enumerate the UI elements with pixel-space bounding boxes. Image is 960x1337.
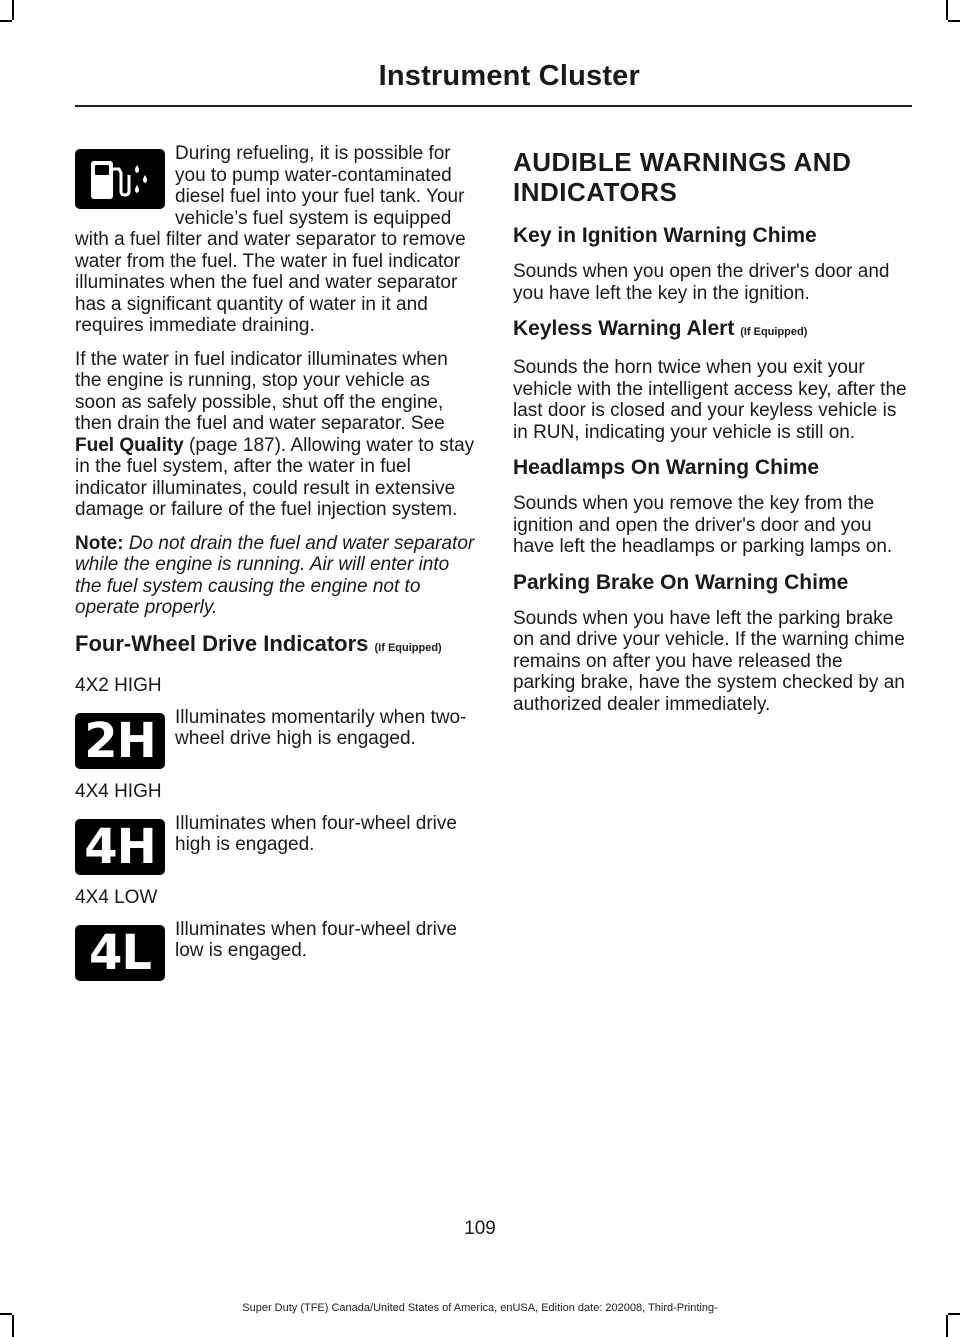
keyless-warning-heading: Keyless Warning Alert (If Equipped)	[513, 317, 808, 340]
crop-mark	[948, 20, 960, 22]
crop-mark	[12, 0, 14, 20]
water-in-fuel-paragraph: During refueling, it is possible for you to pump water-contaminated diesel fuel into your fuel tank. Your vehicle’s fuel system is equipped with a fuel filter and water separator to remove water from the fuel. The water in fuel indicator illuminates when the fuel and water separator has a significant quantity of water in it and requires immediate draining.	[75, 143, 466, 336]
note-paragraph: Note: Do not drain the fuel and water separator while the engine is running. Air will enter into the fuel system causing the engine not to operate properly.	[75, 532, 475, 618]
page-title: Instrument Cluster	[378, 60, 640, 92]
indicator-label-4x2-high: 4X2 HIGH	[75, 674, 162, 696]
water-in-fuel-action-paragraph: If the water in fuel indicator illuminates when the engine is running, stop your vehicle as soon as safely possible, shut off the engine, then drain the fuel and water separator. See Fuel Quality (page 187). Allowing water to stay in the fuel system, after the water in fuel indicator illuminates, could result in extensive damage or failure of the fuel injection system.	[75, 348, 475, 520]
four-wheel-drive-heading: Four-Wheel Drive Indicators (If Equipped)	[75, 630, 442, 656]
headlamps-on-text: Sounds when you remove the key from the ignition and open the driver's door and you have left the headlamps or parking lamps on.	[513, 493, 893, 557]
key-in-ignition-text: Sounds when you open the driver's door and you have left the key in the ignition.	[513, 261, 890, 304]
key-in-ignition-heading: Key in Ignition Warning Chime	[513, 224, 817, 247]
crop-mark	[0, 20, 12, 22]
fuel-water-icon	[75, 149, 165, 209]
left-column	[75, 143, 475, 993]
keyless-warning-text: Sounds the horn twice when you exit your vehicle with the intelligent access key, after the last door is closed and your keyless vehicle is in RUN, indicating your vehicle is still on.	[513, 357, 907, 443]
indicator-row	[75, 919, 475, 981]
headlamps-on-heading: Headlamps On Warning Chime	[513, 456, 820, 479]
indicator-row	[75, 813, 475, 875]
parking-brake-text: Sounds when you have left the parking brake on and drive your vehicle. If the warning chime remains on after you have released the parking brake, have the system checked by an authorized dealer immediately.	[513, 607, 905, 715]
indicator-description: Illuminates when four-wheel drive low is engaged.	[175, 918, 457, 961]
indicator-description: Illuminates momentarily when two-wheel drive high is engaged.	[175, 706, 467, 749]
4h-indicator-icon: 4H	[75, 819, 165, 875]
indicator-label-4x4-high: 4X4 HIGH	[75, 780, 162, 802]
crop-mark	[946, 1315, 948, 1337]
section-title: AUDIBLE WARNINGS AND INDICATORS	[513, 147, 852, 207]
2h-indicator-icon: 2H	[75, 713, 165, 769]
parking-brake-heading: Parking Brake On Warning Chime	[513, 570, 849, 594]
page-number: 109	[464, 1218, 496, 1239]
edition-footer: Super Duty (TFE) Canada/United States of America, enUSA, Edition date: 202008, Third-Printing-	[242, 1302, 718, 1314]
fuel-quality-link[interactable]: Fuel Quality	[75, 434, 184, 456]
right-column	[513, 143, 908, 727]
header-divider	[75, 105, 912, 107]
crop-mark	[12, 1315, 14, 1337]
indicator-description: Illuminates when four-wheel drive high is engaged.	[175, 812, 457, 855]
fuel-water-icon-graphic	[85, 155, 155, 203]
4l-indicator-icon: 4L	[75, 925, 165, 981]
indicator-label-4x4-low: 4X4 LOW	[75, 886, 158, 908]
crop-mark	[946, 0, 948, 20]
indicator-row	[75, 707, 475, 769]
